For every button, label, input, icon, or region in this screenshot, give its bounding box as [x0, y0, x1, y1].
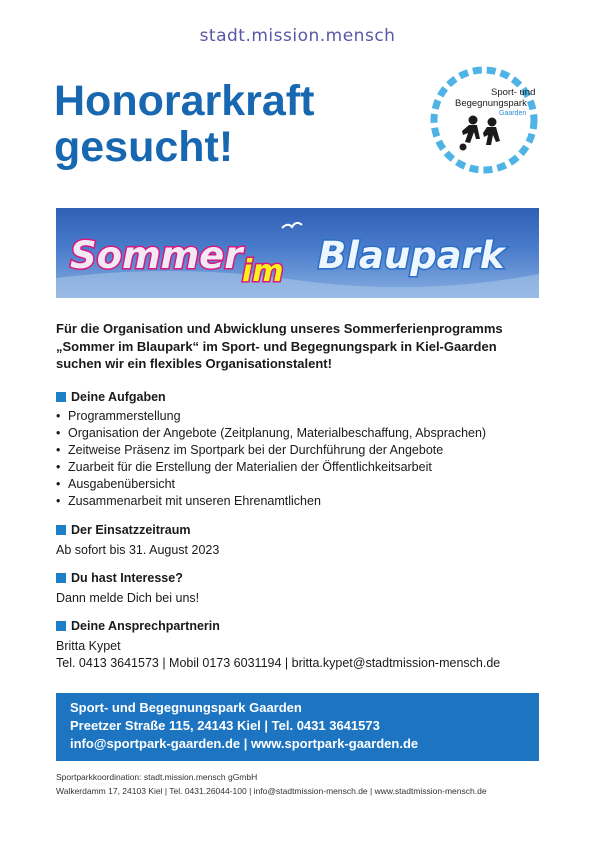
- intro-paragraph: [56, 320, 541, 373]
- address-box: [56, 693, 539, 761]
- intro-line: Für die Organisation und Abwicklung unseres Sommerferienprogramms: [56, 321, 503, 336]
- banner-word-blaupark: Blaupark: [318, 234, 505, 277]
- interest-heading: Du hast Interesse?: [56, 571, 183, 585]
- list-item: • Zeitweise Präsenz im Sportpark bei der Durchführung der Angebote: [56, 442, 486, 459]
- box-line-3: info@sportpark-gaarden.de | www.sportpark-gaarden.de: [70, 736, 419, 751]
- footer-line-1: Sportparkkoordination: stadt.mission.mensch gGmbH: [56, 772, 258, 782]
- box-line-2: Preetzer Straße 115, 24143 Kiel | Tel. 0431 3641573: [70, 718, 380, 733]
- intro-line: „Sommer im Blaupark“ im Sport- und Begegnungspark in Kiel-Gaarden: [56, 338, 497, 354]
- box-line-1: Sport- und Begegnungspark Gaarden: [70, 700, 302, 715]
- square-bullet-icon: [56, 525, 66, 535]
- brand-wordmark: stadt.mission.mensch: [199, 26, 396, 46]
- banner-word-im: im: [242, 254, 284, 289]
- tasks-heading: Deine Aufgaben: [56, 390, 166, 404]
- logo-line-2: Begegnungspark: [455, 98, 527, 109]
- period-heading: Der Einsatzzeitraum: [56, 523, 190, 537]
- list-item: • Zuarbeit für die Erstellung der Materialien der Öffentlichkeitsarbeit: [56, 459, 486, 476]
- list-item: • Organisation der Angebote (Zeitplanung, Materialbeschaffung, Absprachen): [56, 425, 486, 442]
- intro-line: suchen wir ein flexibles Organisationstalent!: [56, 356, 332, 371]
- list-item: • Ausgabenübersicht: [56, 476, 486, 493]
- period-text: Ab sofort bis 31. August 2023: [56, 543, 220, 557]
- tasks-list: [56, 408, 486, 510]
- contact-name: Britta Kypet: [56, 639, 121, 653]
- page-headline: [54, 78, 314, 170]
- logo-line-1: Sport- und: [491, 87, 536, 98]
- list-item: • Programmerstellung: [56, 408, 486, 425]
- headline-line-1: Honorarkraft: [54, 77, 315, 125]
- contact-heading: Deine Ansprechpartnerin: [56, 619, 220, 633]
- headline-line-2: gesucht!: [54, 123, 234, 171]
- interest-text: Dann melde Dich bei uns!: [56, 591, 200, 605]
- banner-word-sommer: Sommer: [70, 234, 243, 277]
- sportpark-logo: [429, 65, 539, 175]
- seagull-icon: [282, 223, 302, 228]
- summer-banner: [56, 208, 539, 298]
- list-item: • Zusammenarbeit mit unseren Ehrenamtlichen: [56, 493, 486, 510]
- square-bullet-icon: [56, 392, 66, 402]
- logo-line-3: Gaarden: [499, 110, 527, 117]
- contact-details: Tel. 0413 3641573 | Mobil 0173 6031194 | britta.kypet@stadtmission-mensch.de: [56, 656, 501, 670]
- square-bullet-icon: [56, 621, 66, 631]
- square-bullet-icon: [56, 573, 66, 583]
- footer-line-2: Walkerdamm 17, 24103 Kiel | Tel. 0431.26044-100 | info@stadtmission-mensch.de | www.stadtmission-mensch.de: [56, 786, 487, 796]
